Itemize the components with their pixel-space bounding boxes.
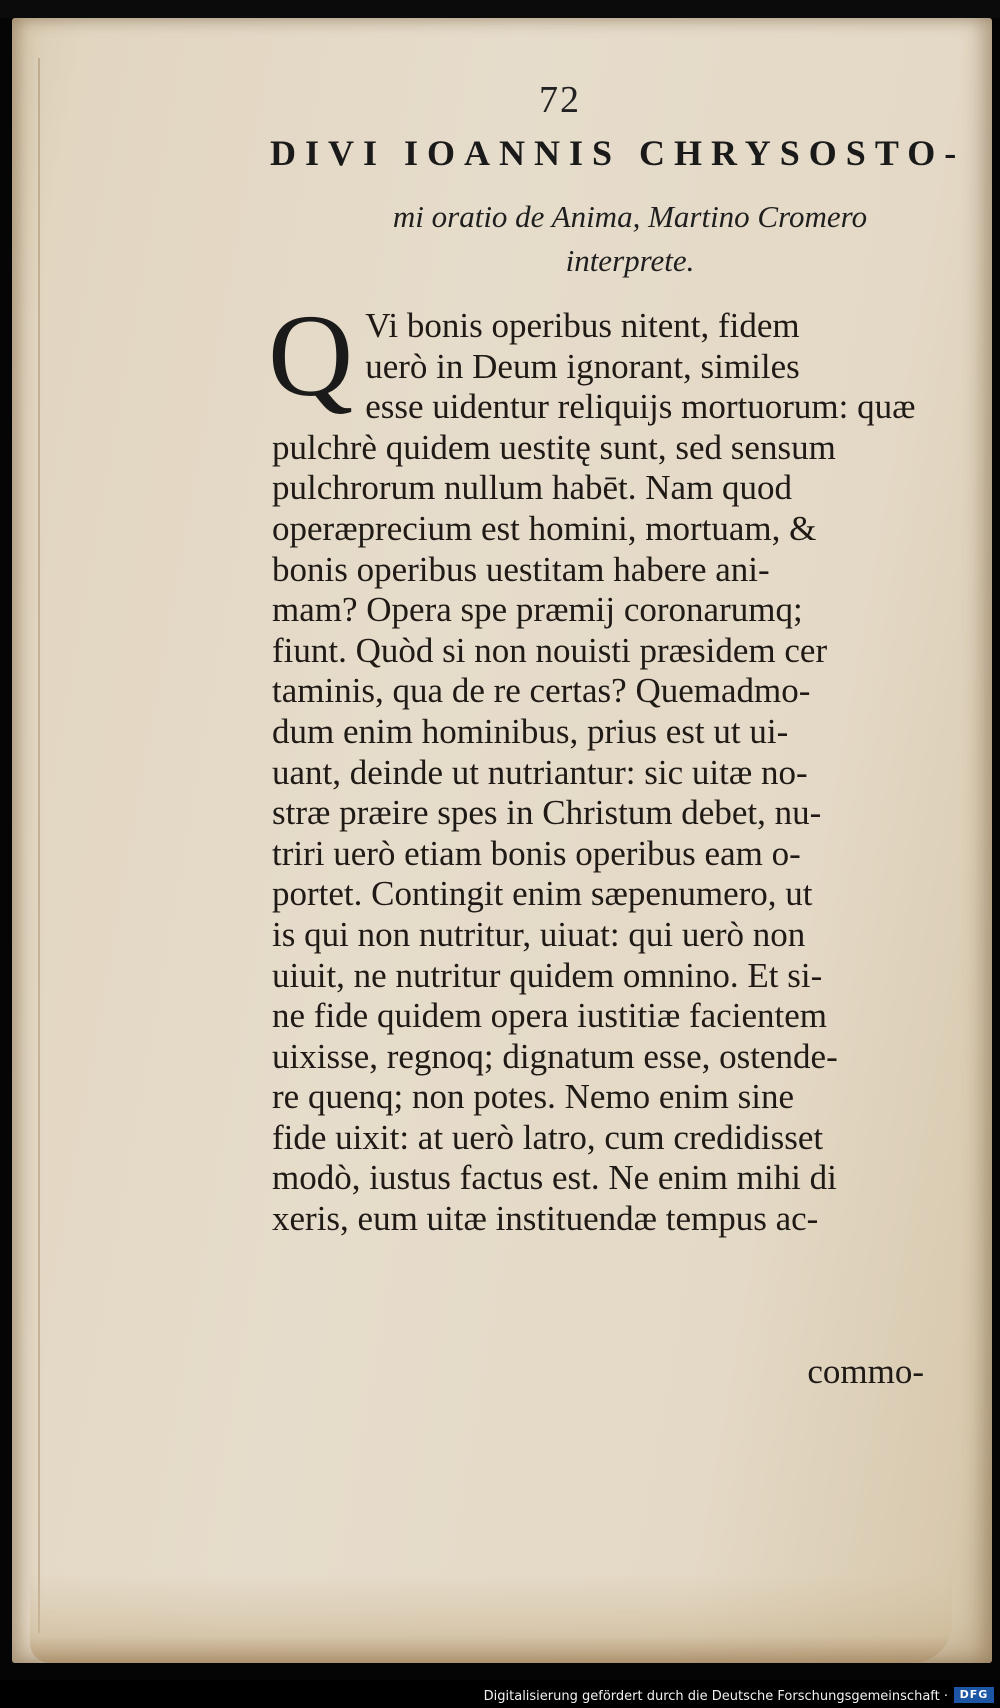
text-line: pulchrè quidem uestitę sunt, sed sensum [272, 427, 836, 467]
subtitle-line: mi oratio de Anima, Martino Cromero [392, 199, 868, 234]
body-text [268, 290, 932, 1240]
drop-cap: Q [268, 290, 354, 421]
page-bottom-wear [30, 1573, 952, 1663]
text-line: xeris, eum uitæ instituendæ tempus ac- [272, 1199, 819, 1239]
catchword: commo- [807, 1352, 924, 1391]
text-line: portet. Contingit enim sæpenumero, ut [272, 874, 813, 914]
page-header-title: DIVI IOANNIS CHRYSOSTO- [270, 133, 966, 173]
text-line: uiuit, ne nutritur quidem omnino. Et si- [272, 955, 823, 995]
subtitle-line: interprete. [565, 243, 695, 278]
text-line: is qui non nutritur, uiuat: qui uerò non [272, 914, 806, 954]
text-line: esse uidentur reliquijs mortuorum: quæ [365, 387, 916, 427]
text-line: re quenq; non potes. Nemo enim sine [272, 1077, 794, 1117]
text-line: mam? Opera spe præmij coronarumq; [272, 590, 803, 630]
text-line: operæprecium est homini, mortuam, & [272, 508, 817, 548]
text-line: uixisse, regnoq; dignatum esse, ostende- [272, 1036, 838, 1076]
text-line: triri uerò etiam bonis operibus eam o- [272, 833, 801, 873]
text-line: fide uixit: at uerò latro, cum credidisset [272, 1117, 824, 1157]
text-line: uant, deinde ut nutriantur: sic uitæ no- [272, 752, 808, 792]
text-line: Vi bonis operibus nitent, fidem [365, 306, 800, 345]
text-line: dum enim hominibus, prius est ut ui- [272, 711, 789, 751]
text-line: pulchrorum nullum habēt. Nam quod [272, 468, 793, 508]
text-line: stræ præire spes in Christum debet, nu- [272, 793, 822, 833]
page-number: 72 [539, 79, 581, 121]
scan-background-top [0, 0, 1000, 18]
dfg-logo-icon[interactable]: DFG [954, 1687, 994, 1703]
footer-credit-text: Digitalisierung gefördert durch die Deutsche Forschungsgemeinschaft · [483, 1689, 948, 1704]
text-line: ne fide quidem opera iustitiæ facientem [272, 996, 827, 1036]
page-gutter-shadow [38, 58, 40, 1633]
text-line: uerò in Deum ignorant, similes [365, 346, 800, 386]
footer-bar [0, 1680, 1000, 1708]
page-header-subtitle [320, 195, 940, 283]
text-line: fiunt. Quòd si non nouisti præsidem cer [272, 630, 828, 670]
text-line: modò, iustus factus est. Ne enim mihi di [272, 1158, 837, 1198]
text-line: taminis, qua de re certas? Quemadmo- [272, 671, 811, 711]
text-line: bonis operibus uestitam habere ani- [272, 549, 770, 589]
